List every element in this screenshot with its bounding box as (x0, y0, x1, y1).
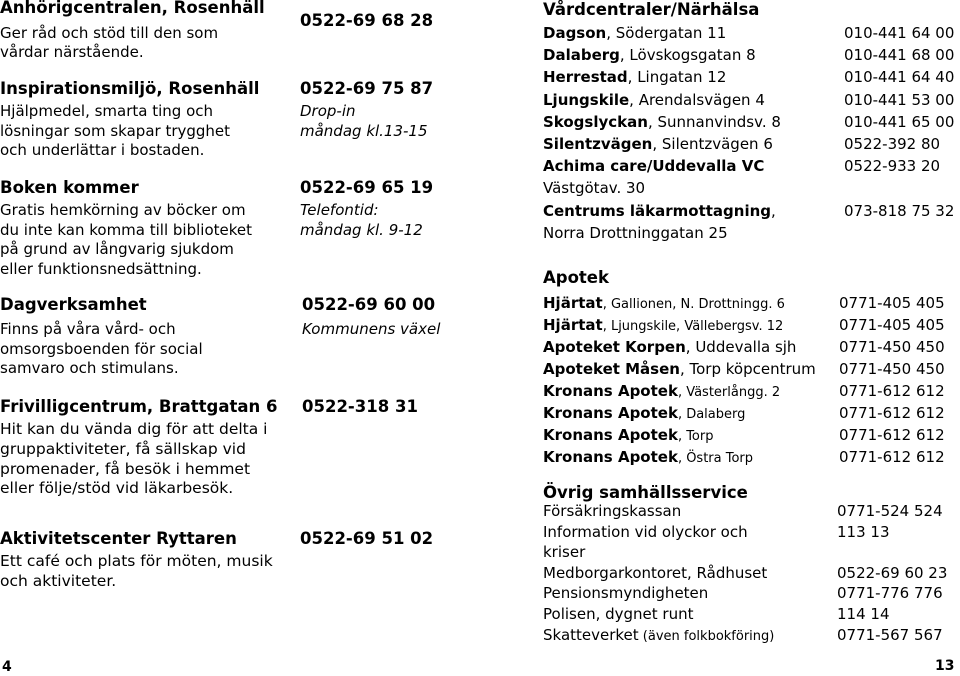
item-address: (även folkbokföring) (638, 628, 775, 644)
list-item (543, 404, 960, 422)
item-phone: 0771-450 450 (839, 338, 945, 356)
item-phone: 010-441 53 00 (844, 90, 955, 109)
list-item (543, 584, 960, 602)
item-address: , Lingatan 12 (627, 68, 727, 87)
item-phone: 0771-405 405 (839, 316, 945, 334)
item-phone: 010-441 64 40 (844, 68, 955, 87)
list-item (543, 426, 960, 444)
item-phone: 0771-524 524 (837, 502, 943, 520)
list-item (543, 179, 960, 197)
list-item (543, 502, 960, 520)
item-name: Herrestad (543, 68, 628, 87)
item-name: Pensionsmyndigheten (543, 584, 709, 603)
item-address: Västgötav. 30 (543, 179, 646, 198)
entry-text: och aktiviteter. (0, 572, 117, 590)
list-item (543, 157, 960, 175)
item-address: , Arendalsvägen 4 (629, 90, 765, 109)
item-name: Kronans Apotek (543, 404, 678, 422)
item-name: Skogslyckan (543, 112, 648, 131)
list-item (543, 91, 960, 109)
item-address: Norra Drottninggatan 25 (543, 223, 728, 242)
list-item (543, 202, 960, 220)
entry-note: Kommunens växel (302, 320, 441, 338)
item-phone: 0771-612 612 (839, 382, 945, 400)
entry-text: och underlättar i bostaden. (0, 141, 205, 159)
list-item (543, 523, 960, 541)
item-name: Kronans Apotek (543, 426, 678, 444)
item-address: , Gallionen, N. Drottningg. 6 (602, 297, 785, 312)
list-item (543, 294, 960, 312)
item-address: , Torp (677, 429, 714, 444)
list-item (543, 360, 960, 378)
section-title: Övrig samhällsservice (543, 483, 748, 502)
item-phone: 0771-567 567 (837, 625, 943, 644)
entry-phone: 0522-69 65 19 (300, 178, 434, 197)
section-title: Apotek (543, 268, 609, 287)
item-phone: 010-441 64 00 (844, 24, 955, 42)
entry-text: lösningar som skapar trygghet (0, 122, 231, 140)
list-item (543, 448, 960, 466)
item-name: Dagson (543, 24, 607, 42)
item-name: Hjärtat (543, 294, 603, 312)
entry-phone: 0522-318 31 (302, 397, 418, 416)
page-number: 13 (935, 658, 955, 674)
item-address: , Östra Torp (677, 451, 754, 466)
item-address: , Lövskogsgatan 8 (619, 46, 756, 65)
list-item (543, 338, 960, 356)
item-name: Silentzvägen (543, 135, 653, 153)
list-item (543, 46, 960, 64)
list-item (543, 24, 960, 42)
list-item (543, 626, 960, 644)
item-address: , Västerlångg. 2 (677, 385, 781, 400)
entry-phone: 0522-69 51 02 (300, 529, 434, 548)
item-phone: 0522-392 80 (844, 135, 941, 153)
list-item (543, 68, 960, 86)
list-item (543, 113, 960, 131)
entry-title: Anhörigcentralen, Rosenhäll (0, 0, 265, 17)
item-name: Apoteket Korpen (543, 338, 686, 356)
entry-text: du inte kan komma till biblioteket (0, 221, 252, 239)
entry-title: Dagverksamhet (0, 295, 147, 314)
entry-phone: 0522-69 75 87 (300, 79, 434, 98)
list-item (543, 605, 960, 623)
item-address: , Sunnanvindsv. 8 (647, 112, 781, 131)
entry-text: samvaro och stimulans. (0, 359, 179, 377)
list-item (543, 564, 960, 582)
entry-note: Drop-in (300, 102, 356, 120)
entry-text: eller följe/stöd vid läkarbesök. (0, 479, 234, 497)
item-phone: 0771-612 612 (839, 404, 945, 422)
item-name: Ljungskile (543, 90, 630, 109)
item-name: Achima care/Uddevalla VC (543, 157, 765, 176)
item-name: Information vid olyckor och (543, 522, 748, 541)
entry-title: Frivilligcentrum, Brattgatan 6 (0, 397, 278, 416)
item-name: Kronans Apotek (543, 448, 678, 466)
item-phone: 113 13 (837, 522, 890, 541)
item-address: , Södergatan 11 (606, 24, 727, 42)
item-name: Skatteverket (543, 625, 639, 644)
item-name: Medborgarkontoret, Rådhuset (543, 563, 768, 582)
entry-note: måndag kl. 9-12 (300, 221, 423, 239)
list-item (543, 224, 960, 242)
entry-title: Boken kommer (0, 178, 139, 197)
item-address: , Dalaberg (677, 407, 746, 422)
item-name: Apoteket Måsen (543, 360, 680, 378)
list-item (543, 543, 960, 561)
item-address: , (771, 201, 776, 220)
entry-note: måndag kl.13-15 (300, 122, 428, 140)
entry-text: vårdar närstående. (0, 43, 144, 61)
entry-phone: 0522-69 68 28 (300, 11, 434, 30)
entry-title: Aktivitetscenter Ryttaren (0, 529, 237, 548)
item-phone: 073-818 75 32 (844, 201, 955, 220)
entry-text: Hit kan du vända dig för att delta i (0, 420, 268, 438)
item-name: Polisen, dygnet runt (543, 605, 694, 623)
item-address: , Uddevalla sjh (685, 338, 797, 356)
entry-text: Hjälpmedel, smarta ting och (0, 102, 214, 120)
item-phone: 114 14 (837, 605, 890, 623)
entry-text: på grund av långvarig sjukdom (0, 240, 234, 258)
list-item (543, 382, 960, 400)
entry-text: Finns på våra vård- och (0, 320, 176, 338)
item-address: , Ljungskile, Vällebergsv. 12 (602, 319, 784, 334)
item-address: , Silentzvägen 6 (652, 135, 773, 153)
item-phone: 0771-612 612 (839, 426, 945, 444)
entry-text: Ger råd och stöd till den som (0, 24, 219, 42)
item-phone: 010-441 65 00 (844, 112, 955, 131)
list-item (543, 316, 960, 334)
item-phone: 0771-450 450 (839, 360, 945, 378)
item-phone: 0771-405 405 (839, 294, 945, 312)
item-name: kriser (543, 543, 586, 562)
entry-text: eller funktionsnedsättning. (0, 260, 202, 278)
entry-text: Gratis hemkörning av böcker om (0, 201, 246, 219)
entry-text: Ett café och plats för möten, musik (0, 552, 273, 570)
entry-text: gruppaktiviteter, få sällskap vid (0, 440, 246, 458)
entry-phone: 0522-69 60 00 (302, 295, 436, 314)
item-name: Hjärtat (543, 316, 603, 334)
item-name: Centrums läkarmottagning (543, 201, 772, 220)
entry-text: omsorgsboenden för social (0, 340, 203, 358)
item-phone: 0522-69 60 23 (837, 563, 948, 582)
item-address: , Torp köpcentrum (679, 360, 816, 378)
entry-text: promenader, få besök i hemmet (0, 460, 251, 478)
entry-title: Inspirationsmiljö, Rosenhäll (0, 79, 260, 98)
section-title: Vårdcentraler/Närhälsa (543, 0, 760, 19)
item-phone: 010-441 68 00 (844, 46, 955, 65)
item-name: Dalaberg (543, 46, 620, 65)
item-name: Försäkringskassan (543, 502, 682, 520)
item-phone: 0771-776 776 (837, 584, 943, 603)
entry-note: Telefontid: (300, 201, 379, 219)
item-name: Kronans Apotek (543, 382, 678, 400)
item-phone: 0771-612 612 (839, 448, 945, 466)
list-item (543, 135, 960, 153)
page-number: 4 (2, 659, 12, 675)
item-phone: 0522-933 20 (844, 157, 941, 176)
